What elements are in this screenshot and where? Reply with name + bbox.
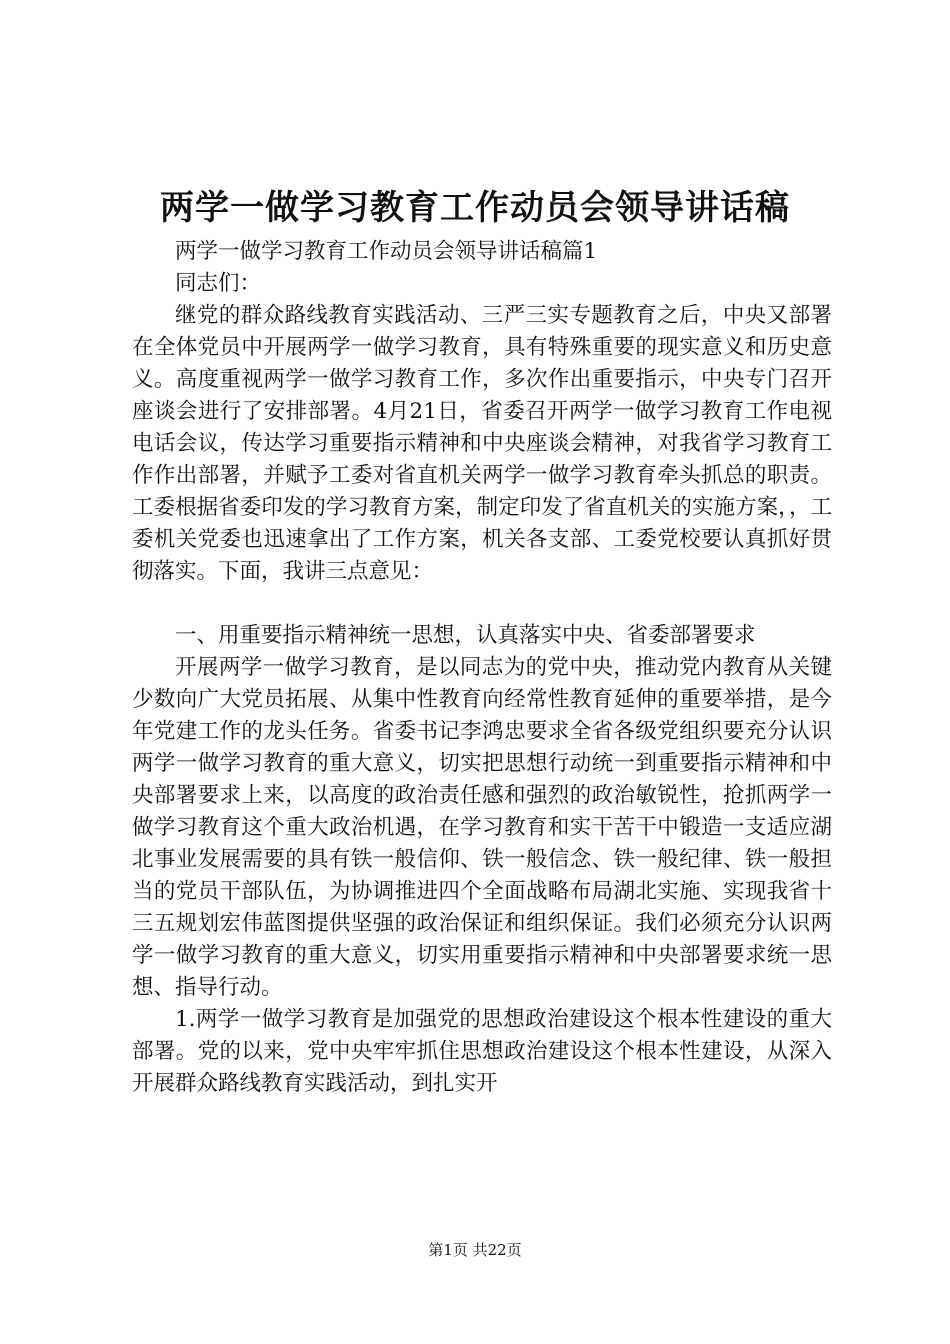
body-paragraph: 开展两学一做学习教育，是以同志为的党中央，推动党内教育从关键少数向广大党员拓展、从集中性教育向经常性教育延伸的重要举措，是今年党建工作的龙头任务。省委书记李鸿忠要求全省各级党组织要充分认识两学一做学习教育的重大意义，切实把思想行动统一到重要指示精神和中央部署要求上来，以高度的政治责任感和强烈的政治敏锐性，抢抓两学一做学习教育这个重大政治机遇，在学习教育和实干苦干中锻造一支适应湖北事业发展需要的具有铁一般信仰、铁一般信念、铁一般纪律、铁一般担当的党员干部队伍，为协调推进四个全面战略布局湖北实施、实现我省十三五规划宏伟蓝图提供坚强的政治保证和组织保证。我们必须充分认识两学一做学习教育的重大意义，切实用重要指示精神和中央部署要求统一思想、指导行动。 <box>132 655 832 1000</box>
body-paragraph: 继党的群众路线教育实践活动、三严三实专题教育之后，中央又部署在全体党员中开展两学一做学习教育，具有特殊重要的现实意义和历史意义。高度重视两学一做学习教育工作，多次作出重要指示，中央专门召开座谈会进行了安排部署。4月21日，省委召开两学一做学习教育工作电视电话会议，传达学习重要指示精神和中央座谈会精神，对我省学习教育工作作出部署，并赋予工委对省直机关两学一做学习教育牵头抓总的职责。工委根据省委印发的学习教育方案，制定印发了省直机关的实施方案，，工委机关党委也迅速拿出了工作方案，机关各支部、工委党校要认真抓好贯彻落实。下面，我讲三点意见： <box>132 303 832 584</box>
document-title: 两学一做学习教育工作动员会领导讲话稿 <box>160 188 790 228</box>
section-heading: 一、用重要指示精神统一思想，认真落实中央、省委部署要求 <box>175 623 756 648</box>
body-paragraph: 1.两学一做学习教育是加强党的思想政治建设这个根本性建设的重大部署。党的以来，党中央牢牢抓住思想政治建设这个根本性建设，从深入开展群众路线教育实践活动，到扎实开 <box>132 1007 832 1096</box>
page-footer: 第1页 共22页 <box>428 1241 522 1259</box>
salutation: 同志们： <box>175 271 262 296</box>
section-heading: 两学一做学习教育工作动员会领导讲话稿篇1 <box>175 239 598 264</box>
document-body <box>132 236 832 1100</box>
